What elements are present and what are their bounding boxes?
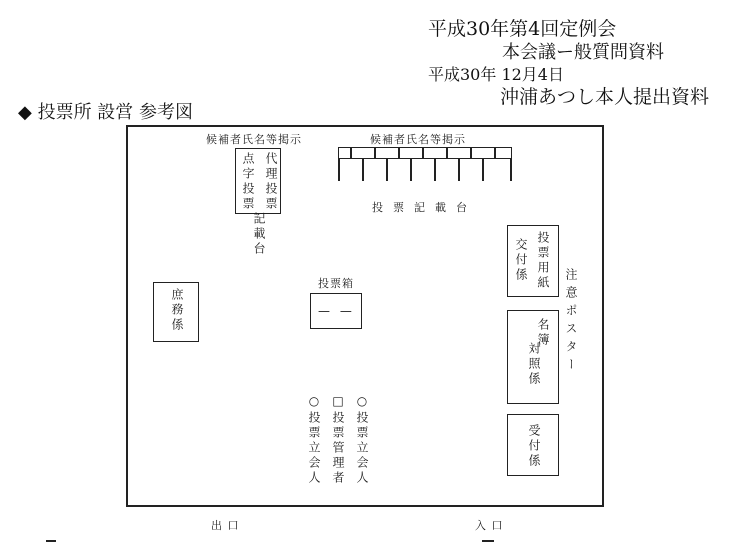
voting-desk-grid: [338, 147, 512, 181]
voting-desk-label: 投票記載台: [372, 201, 477, 214]
scan-mark: [46, 540, 56, 542]
header-submitter: 沖浦あつし本人提出資料: [500, 86, 710, 108]
ballot-issuing-label: 交付係: [514, 238, 528, 283]
header-material-type: 本会議ー般質問資料: [502, 42, 664, 63]
header-session: 平成30年第4回定例会: [428, 18, 617, 40]
candidate-sign-left: 候補者氏名等掲示: [206, 133, 302, 146]
roster-label: 名簿: [536, 318, 550, 348]
general-affairs-label: 庶務係: [170, 288, 184, 333]
observer-left-label: ○投票立会人: [307, 394, 321, 486]
observer-right-label: ○投票立会人: [355, 394, 369, 486]
candidate-sign-right: 候補者氏名等掲示: [370, 133, 466, 146]
manager-label: □投票管理者: [331, 394, 345, 486]
ballot-paper-label: 投票用紙: [536, 231, 550, 291]
entrance-mark: [482, 540, 494, 542]
page-title: ◆ 投票所 設営 参考図: [18, 102, 194, 123]
reception-label: 受付係: [527, 424, 541, 469]
proxy-vote-label: 代理投票: [264, 152, 278, 212]
exit-label: 出 口: [211, 519, 240, 532]
notice-poster-label: 注意ポスター: [564, 268, 578, 376]
braille-vote-label: 点字投票: [241, 152, 255, 212]
ballot-box-slots: — —: [318, 304, 355, 318]
entrance-label: 入 口: [475, 519, 504, 532]
header-date: 平成30年 12月4日: [428, 65, 564, 84]
proxy-desk-label: 記載台: [252, 212, 266, 257]
ballot-box-label: 投票箱: [318, 277, 354, 290]
roster-check-label: 対照係: [527, 342, 541, 387]
